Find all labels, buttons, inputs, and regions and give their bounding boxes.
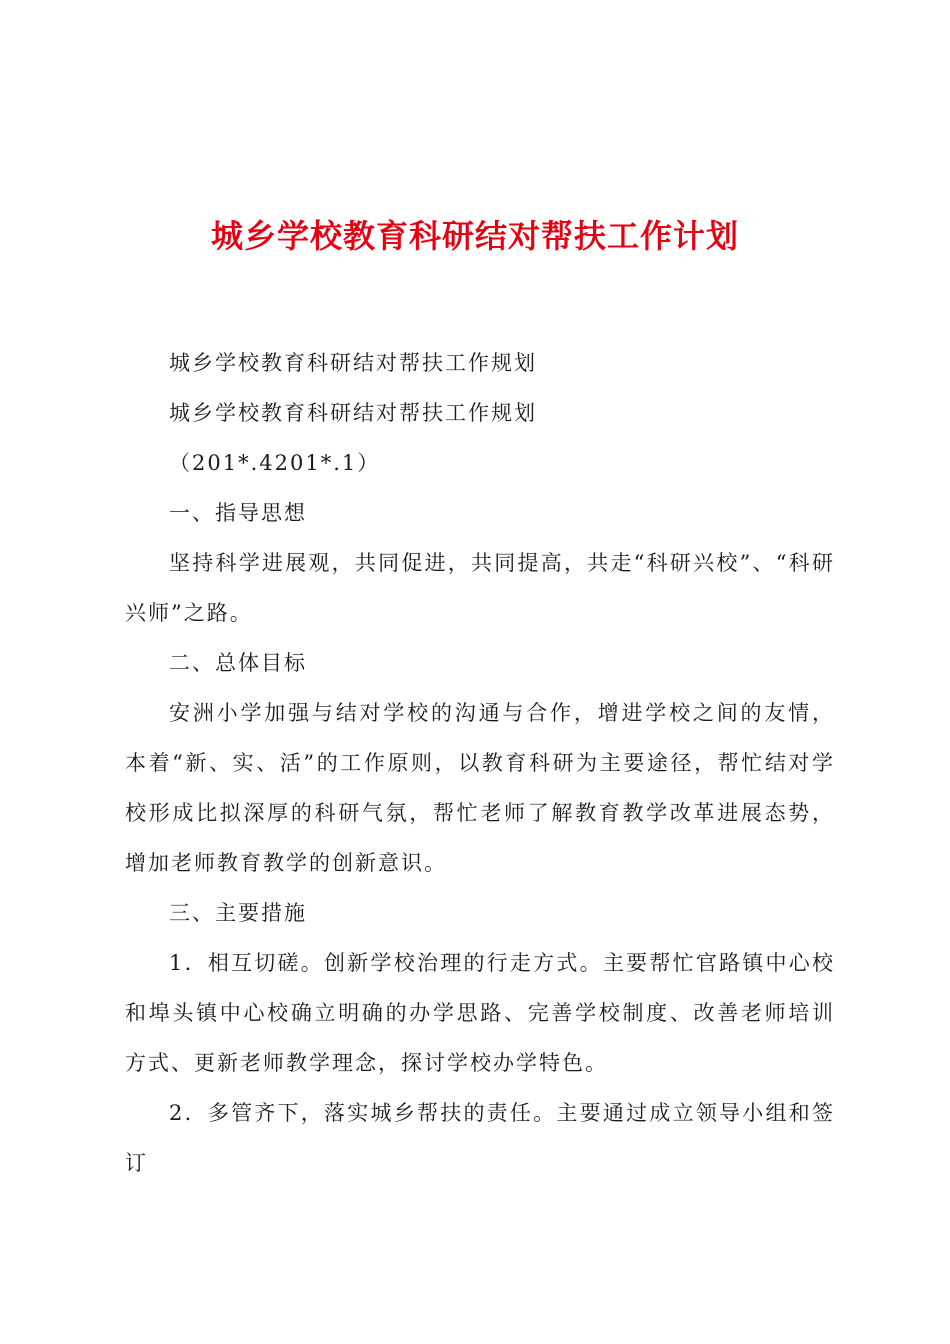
paragraph-guiding-thought: 坚持科学进展观，共同促进，共同提高，共走“科研兴校”、“科研兴师”之路。 — [125, 551, 835, 625]
section-heading-main-measures: 三、主要措施 — [169, 901, 307, 925]
paragraph-overall-goal: 安洲小学加强与结对学校的沟通与合作，增进学校之间的友情，本着“新、实、活”的工作原则，以教育科研为主要途径，帮忙结对学校形成比拟深厚的科研气氛，帮忙老师了解教育教学改革进展态势，增加老师教育教学的创新意识。 — [125, 701, 835, 875]
section-heading-overall-goal: 二、总体目标 — [169, 651, 307, 675]
section-heading-guiding-thought: 一、指导思想 — [169, 501, 307, 525]
paragraph-date-range: （201*.4201*.1） — [169, 451, 381, 475]
paragraph-measure-1: 1．相互切磋。创新学校治理的行走方式。主要帮忙官路镇中心校和埠头镇中心校确立明确的办学思路、完善学校制度、改善老师培训方式、更新老师教学理念，探讨学校办学特色。 — [125, 951, 835, 1075]
document-body — [125, 338, 835, 1188]
paragraph-heading-1: 城乡学校教育科研结对帮扶工作规划 — [169, 351, 537, 375]
paragraph-measure-2: 2．多管齐下，落实城乡帮扶的责任。主要通过成立领导小组和签订 — [125, 1101, 835, 1175]
document-title: 城乡学校教育科研结对帮扶工作计划 — [210, 217, 739, 255]
paragraph-heading-2: 城乡学校教育科研结对帮扶工作规划 — [169, 401, 537, 425]
